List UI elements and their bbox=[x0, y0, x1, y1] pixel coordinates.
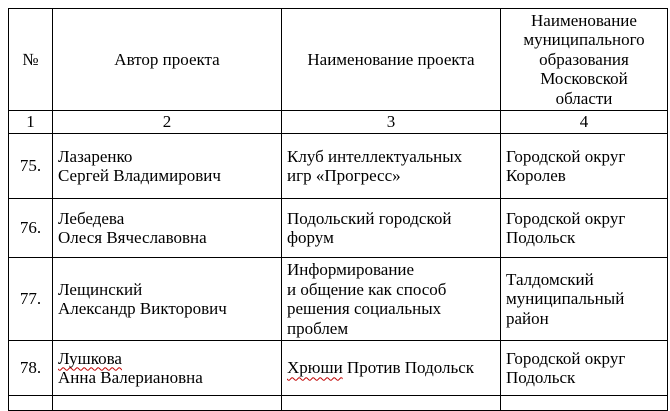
author-cell bbox=[53, 199, 282, 258]
text-line: Лебедева bbox=[58, 208, 125, 228]
text-line: Городской округ bbox=[506, 208, 626, 228]
partial-row bbox=[9, 396, 668, 411]
table-row bbox=[9, 258, 668, 341]
header-row bbox=[9, 9, 668, 111]
text-line: решения социальных bbox=[287, 299, 442, 318]
text-line: и общение как способ bbox=[287, 279, 447, 299]
text-line: Городской округ bbox=[506, 146, 626, 166]
column-number-row bbox=[9, 111, 668, 134]
text-line: Подольск bbox=[506, 228, 576, 247]
text-line: Анна Валериановна bbox=[58, 368, 203, 387]
column-number-cell: 4 bbox=[501, 111, 668, 134]
row-num-cell: 77. bbox=[9, 258, 53, 341]
text-fragment: Против Подольск bbox=[346, 358, 475, 378]
header-line: муниципального bbox=[523, 30, 645, 50]
column-header-num bbox=[9, 9, 53, 111]
column-number-cell: 2 bbox=[53, 111, 282, 134]
column-number-cell: 3 bbox=[282, 111, 501, 134]
text-line: Олеся Вячеславовна bbox=[58, 228, 207, 247]
project-cell bbox=[282, 134, 501, 199]
municipality-cell bbox=[501, 134, 668, 199]
column-header-author bbox=[53, 9, 282, 111]
column-header-num-label: № bbox=[22, 49, 39, 69]
text-line: муниципальный bbox=[506, 289, 625, 309]
text-line: Талдомский bbox=[506, 269, 594, 289]
column-number-cell: 1 bbox=[9, 111, 53, 134]
text-line: игр «Прогресс» bbox=[287, 166, 401, 185]
row-num-cell: 76. bbox=[9, 199, 53, 258]
text-line: район bbox=[506, 308, 549, 328]
text-line: Лазаренко bbox=[58, 146, 133, 166]
empty-cell bbox=[9, 396, 53, 411]
header-line: образования bbox=[539, 49, 629, 69]
column-header-municipality bbox=[501, 9, 668, 111]
table-row bbox=[9, 134, 668, 199]
author-cell bbox=[53, 341, 282, 396]
project-cell bbox=[282, 341, 501, 396]
text-line: Клуб интеллектуальных bbox=[287, 146, 463, 166]
text-line: Сергей Владимирович bbox=[58, 166, 221, 185]
header-line: Московской bbox=[540, 69, 628, 89]
text-line: Александр Викторович bbox=[58, 299, 227, 318]
table-row bbox=[9, 341, 668, 396]
municipality-cell bbox=[501, 258, 668, 341]
author-cell bbox=[53, 134, 282, 199]
misspelled-word: Хрюши bbox=[287, 358, 343, 378]
row-num-cell: 75. bbox=[9, 134, 53, 199]
table-row bbox=[9, 199, 668, 258]
text-line: Подольский городской bbox=[287, 208, 452, 228]
text-line: Информирование bbox=[287, 260, 415, 279]
empty-cell bbox=[53, 396, 282, 411]
row-num-cell: 78. bbox=[9, 341, 53, 396]
municipality-cell bbox=[501, 341, 668, 396]
project-cell bbox=[282, 258, 501, 341]
project-cell bbox=[282, 199, 501, 258]
text-line bbox=[58, 349, 278, 369]
text-line: проблем bbox=[287, 318, 349, 338]
misspelled-word: Лушкова bbox=[58, 348, 122, 368]
projects-table bbox=[8, 8, 668, 411]
text-line: форум bbox=[287, 228, 334, 247]
column-header-author-label: Автор проекта bbox=[114, 49, 220, 69]
header-line: области bbox=[555, 88, 613, 108]
empty-cell bbox=[282, 396, 501, 411]
empty-cell bbox=[501, 396, 668, 411]
text-line: Подольск bbox=[506, 368, 576, 387]
text-line: Городской округ bbox=[506, 348, 626, 368]
text-line: Королев bbox=[506, 166, 566, 185]
text-line bbox=[287, 358, 497, 378]
column-header-project-label: Наименование проекта bbox=[307, 49, 475, 69]
author-cell bbox=[53, 258, 282, 341]
header-line: Наименование bbox=[531, 10, 637, 30]
municipality-cell bbox=[501, 199, 668, 258]
column-header-project bbox=[282, 9, 501, 111]
text-line: Лещинский bbox=[58, 279, 143, 299]
